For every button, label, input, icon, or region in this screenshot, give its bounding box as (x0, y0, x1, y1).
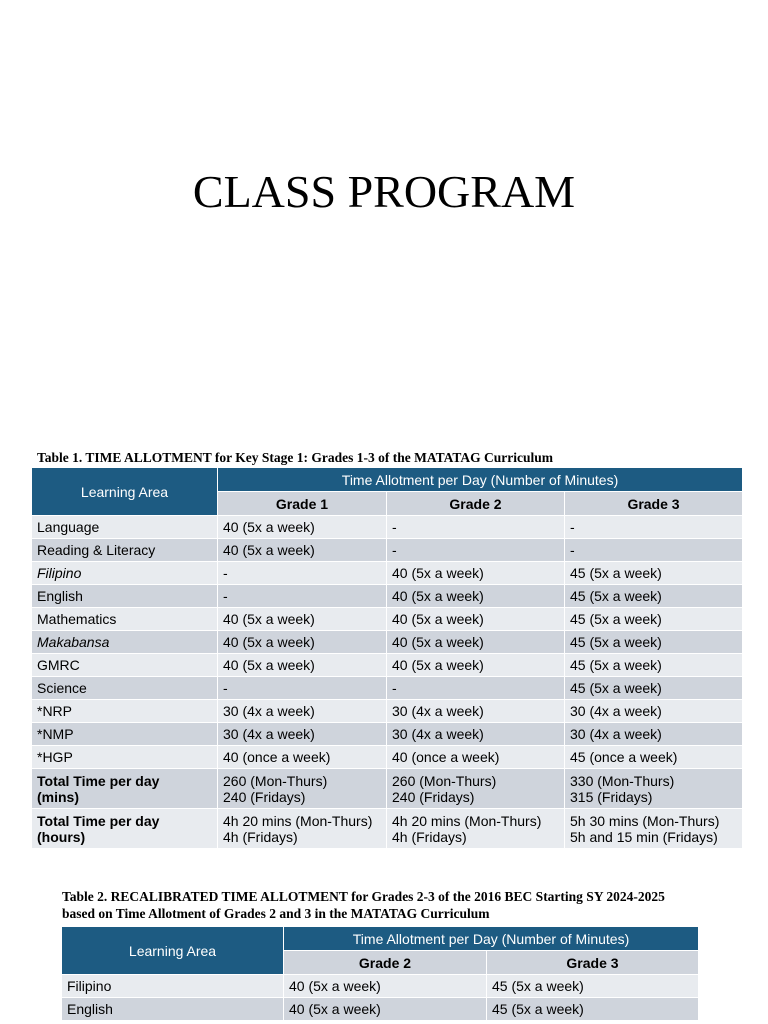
grade-2-cell: - (387, 677, 565, 700)
learning-area-cell: Filipino (62, 975, 284, 998)
grade-3-cell: 45 (once a week) (565, 746, 743, 769)
time-allotment-table-1 (31, 467, 743, 849)
table1-header-time-allotment: Time Allotment per Day (Number of Minutes) (218, 468, 743, 492)
grade-2-cell: 30 (4x a week) (387, 700, 565, 723)
grade-2-cell: 260 (Mon-Thurs) 240 (Fridays) (387, 769, 565, 809)
table-row (32, 608, 743, 631)
grade-3-cell: 45 (5x a week) (565, 631, 743, 654)
total-hours-row (32, 809, 743, 849)
learning-area-cell: *NRP (32, 700, 218, 723)
grade-2-cell: 40 (once a week) (387, 746, 565, 769)
learning-area-cell: GMRC (32, 654, 218, 677)
table-row (32, 585, 743, 608)
grade-1-cell: 40 (5x a week) (218, 516, 387, 539)
learning-area-cell: English (62, 998, 284, 1021)
grade-1-cell: 260 (Mon-Thurs) 240 (Fridays) (218, 769, 387, 809)
grade-2-cell: 4h 20 mins (Mon-Thurs) 4h (Fridays) (387, 809, 565, 849)
learning-area-cell: Science (32, 677, 218, 700)
page-title: CLASS PROGRAM (192, 166, 576, 217)
grade-1-cell: 40 (5x a week) (218, 654, 387, 677)
grade-1-cell: 30 (4x a week) (218, 700, 387, 723)
table2-header-learning-area: Learning Area (62, 927, 284, 975)
grade-1-cell: - (218, 585, 387, 608)
total-hours-label: Total Time per day (hours) (32, 809, 218, 849)
grade-1-cell: 40 (5x a week) (218, 539, 387, 562)
total-mins-row (32, 769, 743, 809)
table2-header-time-allotment: Time Allotment per Day (Number of Minutes) (284, 927, 699, 951)
table1-header-learning-area: Learning Area (32, 468, 218, 516)
grade-3-cell: 45 (5x a week) (565, 585, 743, 608)
table-row (32, 654, 743, 677)
grade-1-cell: 40 (5x a week) (218, 631, 387, 654)
learning-area-cell: English (32, 585, 218, 608)
grade-1-cell: 40 (once a week) (218, 746, 387, 769)
grade-2-cell: 30 (4x a week) (387, 723, 565, 746)
grade-3-cell: 45 (5x a week) (565, 677, 743, 700)
table-row (32, 562, 743, 585)
table-row (62, 975, 699, 998)
grade-3-cell: - (565, 539, 743, 562)
learning-area-cell: Reading & Literacy (32, 539, 218, 562)
grade-2-cell: - (387, 516, 565, 539)
table-row (32, 723, 743, 746)
table-row (32, 746, 743, 769)
table2-header-row (62, 927, 699, 951)
grade-1-cell: 4h 20 mins (Mon-Thurs) 4h (Fridays) (218, 809, 387, 849)
learning-area-cell: *HGP (32, 746, 218, 769)
table2-caption (62, 888, 665, 922)
table-row (32, 516, 743, 539)
learning-area-cell: Language (32, 516, 218, 539)
grade-2-cell: - (387, 539, 565, 562)
grade-3-cell: 30 (4x a week) (565, 700, 743, 723)
table-row (32, 700, 743, 723)
learning-area-cell: Filipino (32, 562, 218, 585)
table-row (32, 539, 743, 562)
table2-caption-line-2: based on Time Allotment of Grades 2 and 3 in the MATATAG Curriculum (62, 906, 490, 921)
grade-2-cell: 40 (5x a week) (387, 631, 565, 654)
grade-3-cell: - (565, 516, 743, 539)
learning-area-cell: Mathematics (32, 608, 218, 631)
grade-2-cell: 40 (5x a week) (387, 562, 565, 585)
table1-header-grade-2: Grade 2 (387, 492, 565, 516)
grade-1-cell: - (218, 677, 387, 700)
learning-area-cell: *NMP (32, 723, 218, 746)
table1-caption: Table 1. TIME ALLOTMENT for Key Stage 1: Grades 1-3 of the MATATAG Curriculum (37, 450, 553, 465)
grade-3-cell: 45 (5x a week) (487, 998, 699, 1021)
grade-2-cell: 40 (5x a week) (284, 998, 487, 1021)
grade-1-cell: - (218, 562, 387, 585)
grade-3-cell: 330 (Mon-Thurs) 315 (Fridays) (565, 769, 743, 809)
table1-header-grade-3: Grade 3 (565, 492, 743, 516)
table-row (32, 631, 743, 654)
grade-1-cell: 30 (4x a week) (218, 723, 387, 746)
grade-3-cell: 45 (5x a week) (565, 562, 743, 585)
grade-3-cell: 45 (5x a week) (565, 608, 743, 631)
table2-header-grade-3: Grade 3 (487, 951, 699, 975)
table-row (32, 677, 743, 700)
grade-3-cell: 30 (4x a week) (565, 723, 743, 746)
time-allotment-table-2 (61, 926, 699, 1021)
grade-3-cell: 5h 30 mins (Mon-Thurs) 5h and 15 min (Fridays) (565, 809, 743, 849)
total-mins-label: Total Time per day (mins) (32, 769, 218, 809)
grade-3-cell: 45 (5x a week) (487, 975, 699, 998)
grade-1-cell: 40 (5x a week) (218, 608, 387, 631)
table-row (62, 998, 699, 1021)
grade-2-cell: 40 (5x a week) (284, 975, 487, 998)
grade-2-cell: 40 (5x a week) (387, 585, 565, 608)
table1-header-grade-1: Grade 1 (218, 492, 387, 516)
grade-2-cell: 40 (5x a week) (387, 654, 565, 677)
table1-header-row (32, 468, 743, 492)
learning-area-cell: Makabansa (32, 631, 218, 654)
table2-header-grade-2: Grade 2 (284, 951, 487, 975)
grade-3-cell: 45 (5x a week) (565, 654, 743, 677)
table2-caption-line-1: Table 2. RECALIBRATED TIME ALLOTMENT for Grades 2-3 of the 2016 BEC Starting SY 2024-2025 (62, 889, 665, 904)
grade-2-cell: 40 (5x a week) (387, 608, 565, 631)
